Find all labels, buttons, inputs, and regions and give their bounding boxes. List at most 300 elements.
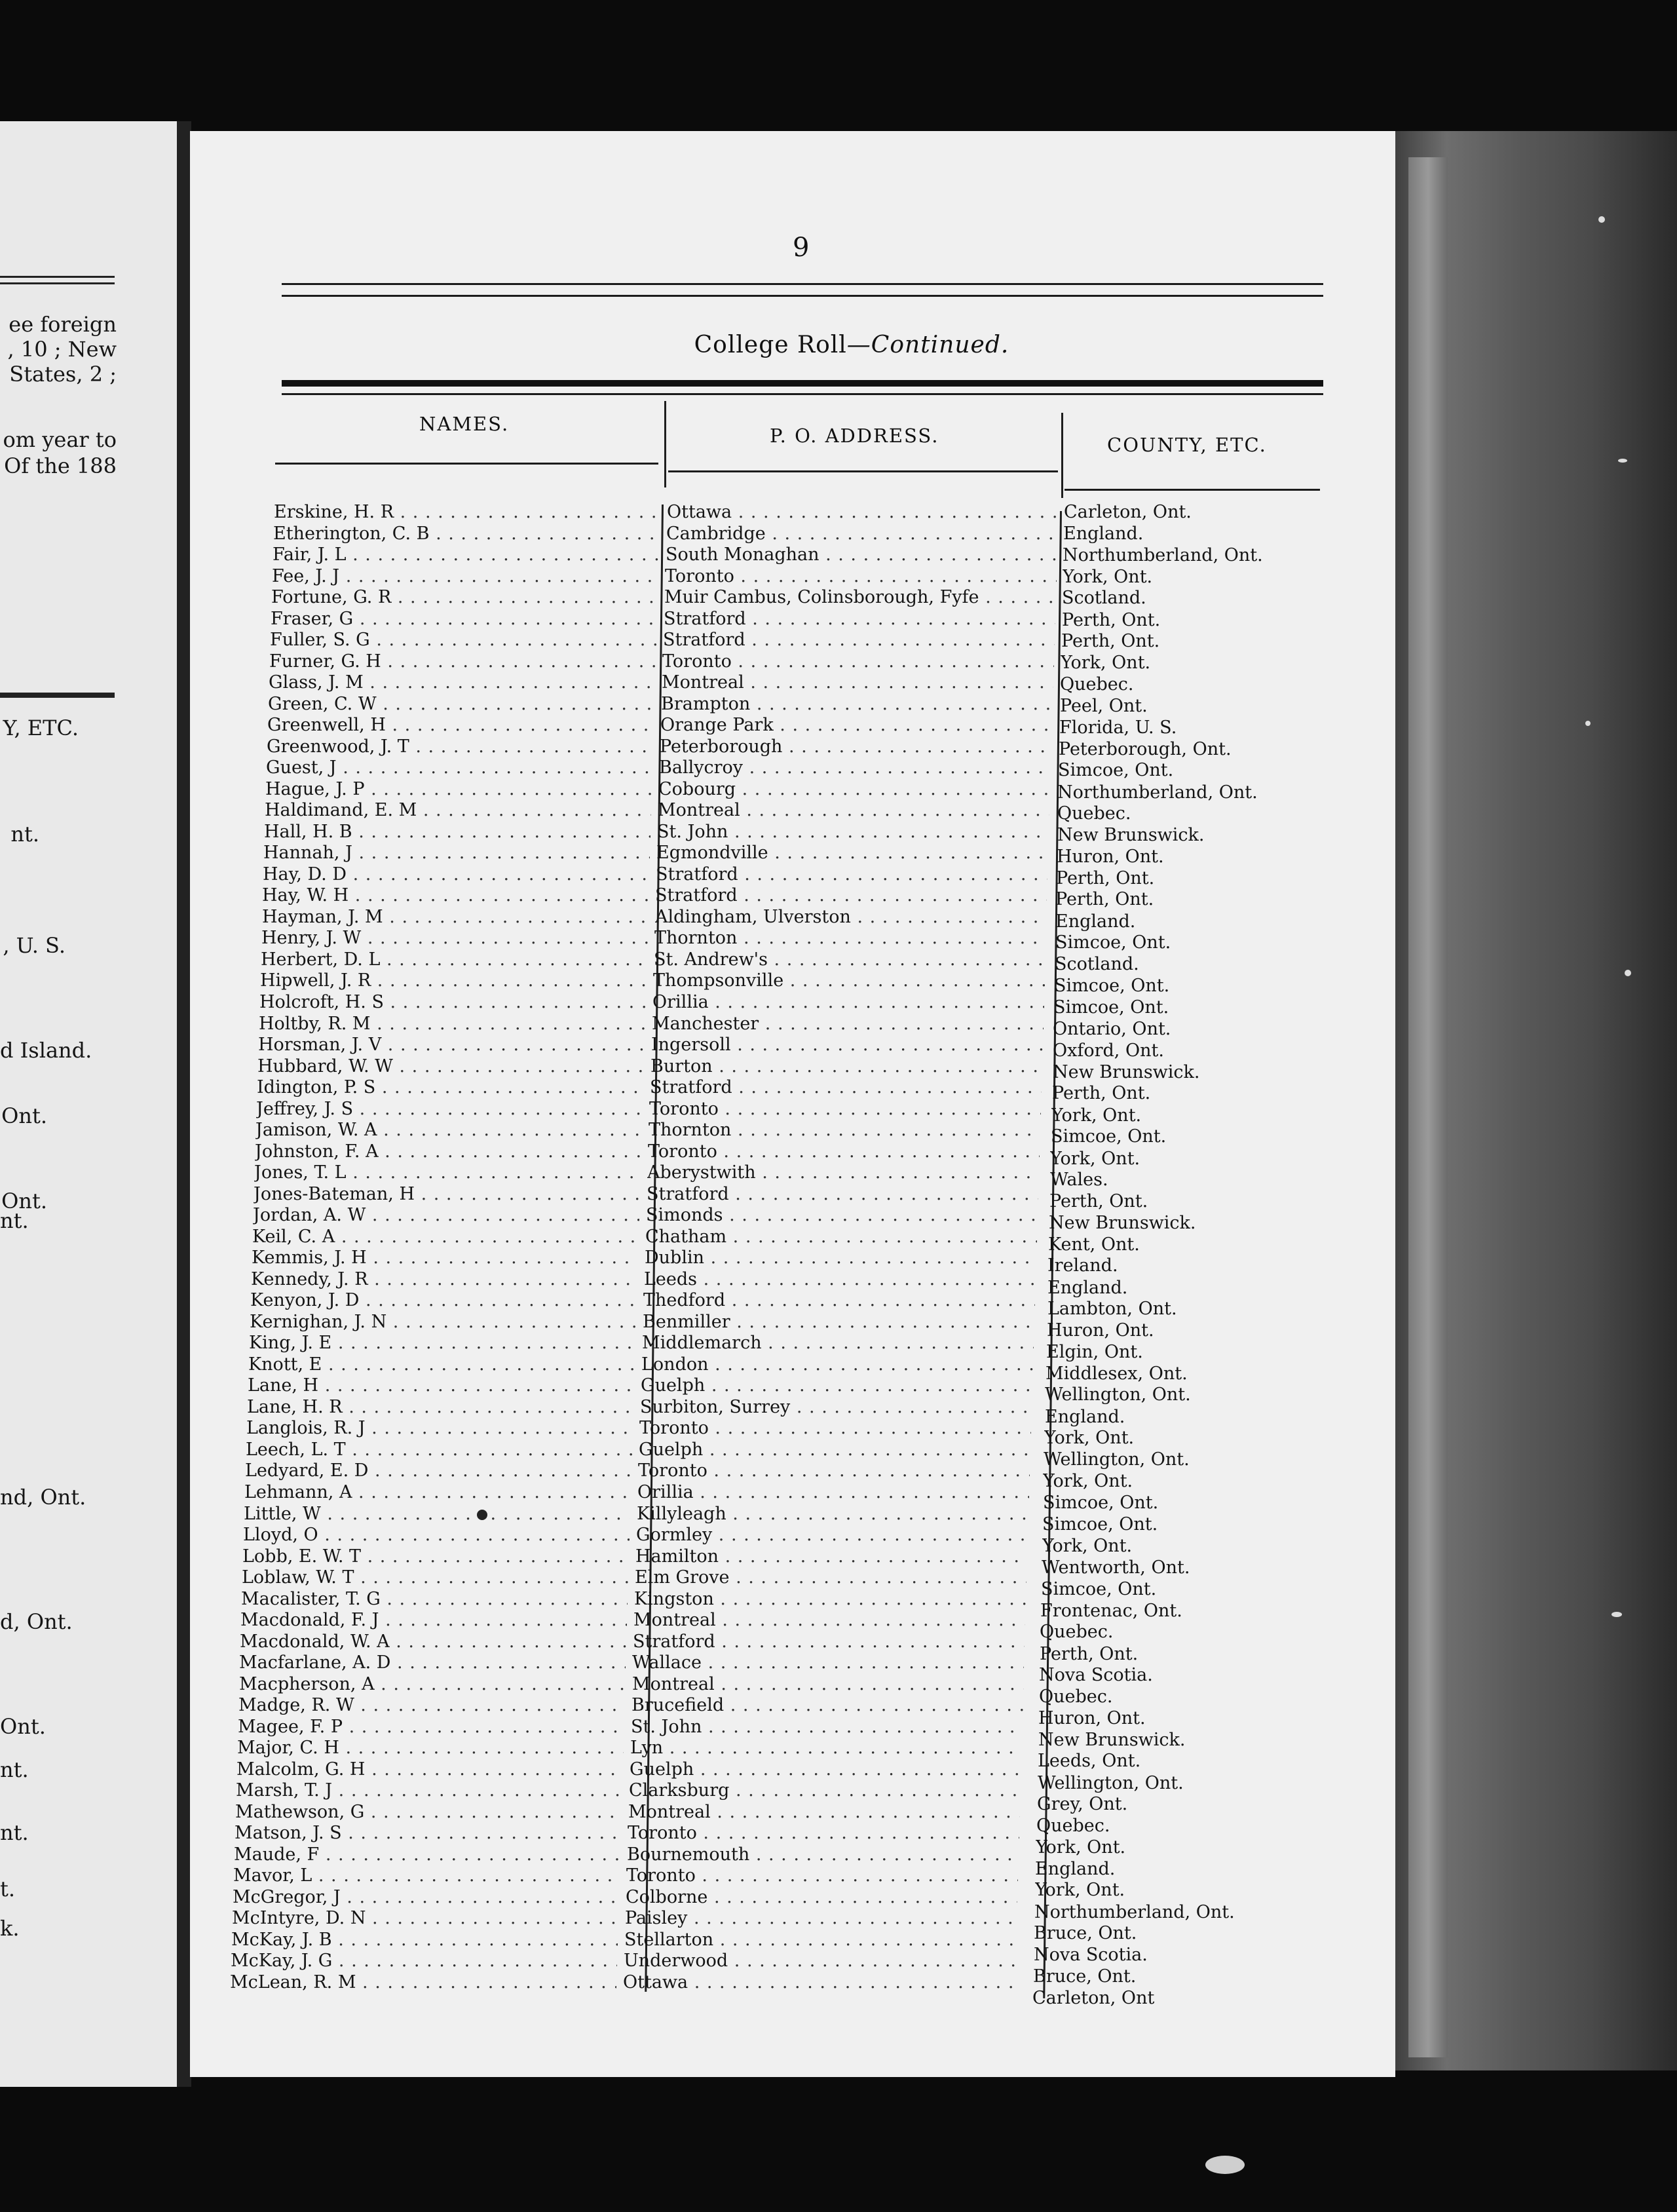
row-name: Mathewson, G . . . — [235, 1802, 622, 1823]
row-address: Toronto . . . — [628, 1823, 1019, 1844]
row-name: Lane, H. R . . . — [247, 1397, 633, 1418]
row-name: Kemmis, J. H . . . — [252, 1248, 638, 1268]
row-county: Quebec. — [1036, 1816, 1110, 1836]
row-county: Simcoe, Ont. — [1058, 760, 1174, 780]
row-name: Macdonald, W. A . . . — [240, 1631, 626, 1652]
row-county: England. — [1045, 1407, 1125, 1427]
row-address: Surbiton, Surrey . . . — [640, 1397, 1032, 1418]
row-name: Matson, J. S . . . — [235, 1823, 621, 1844]
roll-title — [459, 332, 1245, 358]
table-row — [0, 885, 1677, 909]
row-county: Simcoe, Ont. — [1053, 997, 1169, 1018]
row-address: Toronto . . . — [648, 1141, 1040, 1162]
row-name: Kenyon, J. D . . . — [250, 1290, 637, 1311]
table-row — [0, 1375, 1677, 1405]
left-page-line: Of the 188 — [4, 453, 117, 478]
row-county: Simcoe, Ont. — [1043, 1493, 1159, 1513]
row-county: Nova Scotia. — [1039, 1665, 1153, 1685]
row-name: Kennedy, J. R . . . — [251, 1269, 637, 1290]
row-county: Quebec. — [1039, 1687, 1113, 1707]
row-address: Lyn . . . — [630, 1738, 1022, 1759]
dust-speck — [1205, 2156, 1245, 2174]
row-county: Scotland. — [1062, 588, 1146, 608]
table-row — [0, 1312, 1677, 1341]
row-name: Herbert, D. L . . . — [261, 949, 647, 970]
column-separator — [664, 401, 666, 487]
row-address: Muir Cambus, Colinsborough, Fyfe . . . — [664, 587, 1056, 608]
table-row — [0, 524, 1677, 544]
row-address: Burton . . . — [650, 1056, 1042, 1077]
row-name: Jeffrey, J. S . . . — [256, 1099, 643, 1120]
row-name: Hall, H. B . . . — [264, 822, 650, 843]
table-row — [0, 779, 1677, 803]
row-address: Elm Grove . . . — [635, 1567, 1027, 1588]
row-county: Simcoe, Ont. — [1042, 1514, 1158, 1535]
row-address: Stratford . . . — [663, 630, 1055, 651]
row-county: Frontenac, Ont. — [1040, 1601, 1182, 1621]
column-head-address: P. O. ADDRESS. — [770, 425, 939, 447]
left-page-fragment: d Island. — [0, 1038, 92, 1063]
row-county: Quebec. — [1040, 1622, 1114, 1642]
row-name: Hague, J. P . . . — [265, 779, 652, 800]
row-address: Bournemouth . . . — [627, 1844, 1019, 1865]
row-name: Loblaw, W. T . . . — [242, 1567, 628, 1588]
left-page-fragment: nt. — [0, 1757, 29, 1782]
table-row — [0, 928, 1677, 953]
table-row — [0, 800, 1677, 824]
row-address: Ottawa . . . — [667, 502, 1059, 523]
table-row — [0, 864, 1677, 888]
row-name: Greenwood, J. T . . . — [267, 736, 653, 757]
row-county: Middlesex, Ont. — [1046, 1363, 1188, 1384]
row-address: Stellarton . . . — [624, 1930, 1016, 1951]
table-row — [0, 822, 1677, 843]
row-name: Malcolm, G. H . . . — [236, 1759, 623, 1780]
table-row — [0, 1141, 1677, 1169]
left-page-line: om year to — [3, 427, 117, 452]
row-address: Orillia . . . — [637, 1482, 1029, 1503]
row-name: Fraser, G . . . — [271, 609, 657, 630]
row-name: Mavor, L . . . — [233, 1865, 620, 1886]
dust-speck — [1611, 1612, 1622, 1617]
row-county: York, Ont. — [1035, 1880, 1125, 1900]
row-address: Toronto . . . — [639, 1418, 1031, 1439]
table-row — [0, 1333, 1677, 1362]
table-row — [0, 843, 1677, 867]
row-county: New Brunswick. — [1053, 1062, 1200, 1082]
row-county: York, Ont. — [1043, 1471, 1133, 1491]
row-county: Lambton, Ont. — [1047, 1299, 1177, 1319]
row-county: New Brunswick. — [1057, 825, 1205, 845]
row-name: Erskine, H. R . . . — [274, 502, 660, 523]
row-address: Montreal . . . — [633, 1610, 1025, 1631]
row-name: Hannah, J . . . — [263, 843, 650, 864]
row-name: Marsh, T. J . . . — [236, 1780, 622, 1801]
row-county: England. — [1035, 1859, 1116, 1879]
row-name: Horsman, J. V . . . — [258, 1035, 645, 1056]
row-name: Macalister, T. G . . . — [241, 1589, 628, 1610]
row-county: Northumberland, Ont. — [1063, 545, 1263, 565]
table-row — [0, 949, 1677, 974]
row-address: Brampton . . . — [661, 694, 1053, 715]
table-row — [0, 609, 1677, 630]
row-county: York, Ont. — [1042, 1536, 1133, 1556]
row-county: Leeds, Ont. — [1038, 1751, 1141, 1771]
left-page-fragment: nt. — [0, 1208, 29, 1233]
row-name: Kernighan, J. N . . . — [250, 1312, 636, 1333]
row-county: New Brunswick. — [1038, 1730, 1186, 1750]
row-address: Aldingham, Ulverston . . . — [655, 907, 1047, 928]
row-name: King, J. E . . . — [249, 1333, 635, 1354]
row-address: Ingersoll . . . — [651, 1035, 1043, 1056]
table-row — [0, 630, 1677, 651]
row-name: Maude, F . . . — [234, 1844, 620, 1865]
row-county: England. — [1047, 1278, 1128, 1298]
title-rule — [282, 380, 1323, 387]
row-name: McIntyre, D. N . . . — [232, 1908, 618, 1929]
row-address: Benmiller . . . — [643, 1312, 1034, 1333]
row-name: Keil, C. A . . . — [252, 1227, 639, 1248]
row-address: Clarksburg . . . — [629, 1780, 1021, 1801]
table-row — [0, 1482, 1677, 1513]
header-rule — [282, 283, 1323, 285]
row-name: Haldimand, E. M . . . — [265, 800, 651, 821]
table-row — [0, 1290, 1677, 1319]
column-head-rule — [275, 463, 658, 465]
row-county: Wellington, Ont. — [1044, 1449, 1190, 1470]
row-name: Greenwell, H . . . — [267, 715, 654, 736]
left-page-fragment: nt. — [0, 1820, 29, 1845]
column-head-names: NAMES. — [419, 413, 510, 435]
row-address: Hamilton . . . — [635, 1546, 1027, 1567]
row-address: Toronto . . . — [662, 651, 1054, 672]
table-row — [0, 1972, 1677, 2008]
dust-speck — [1598, 216, 1605, 223]
row-address: Kingston . . . — [634, 1589, 1026, 1610]
row-address: Stratford . . . — [656, 864, 1047, 885]
table-row — [0, 970, 1677, 996]
row-name: Macfarlane, A. D . . . — [239, 1652, 626, 1673]
table-row — [0, 587, 1677, 608]
row-name: Guest, J . . . — [266, 757, 652, 778]
row-name: Johnston, F. A . . . — [255, 1141, 641, 1162]
row-address: Peterborough . . . — [660, 736, 1051, 757]
row-address: St. John . . . — [657, 822, 1049, 843]
row-name: Lobb, E. W. T . . . — [242, 1546, 629, 1567]
table-row — [0, 544, 1677, 565]
row-name: Lehmann, A . . . — [244, 1482, 631, 1503]
row-address: Cobourg . . . — [658, 779, 1050, 800]
left-page-fragment: , U. S. — [3, 933, 66, 958]
row-address: Aberystwith . . . — [647, 1162, 1039, 1183]
table-row — [0, 1205, 1677, 1233]
row-address: Montreal . . . — [628, 1802, 1020, 1823]
row-address: Egmondville . . . — [656, 843, 1048, 864]
row-county: Wales. — [1050, 1170, 1108, 1190]
row-address: Cambridge . . . — [666, 524, 1058, 544]
row-address: St. John . . . — [631, 1717, 1023, 1738]
table-row — [0, 694, 1677, 715]
row-name: Jones-Bateman, H . . . — [254, 1184, 640, 1205]
header-rule — [282, 295, 1323, 297]
table-row — [0, 992, 1677, 1018]
row-county: England. — [1063, 524, 1144, 544]
row-address: Chatham . . . — [645, 1227, 1037, 1248]
row-address: London . . . — [641, 1354, 1033, 1375]
row-address: Guelph . . . — [630, 1759, 1021, 1780]
row-county: Carleton, Ont. — [1064, 502, 1192, 522]
row-county: York, Ont. — [1051, 1105, 1142, 1126]
table-row — [0, 1397, 1677, 1427]
dust-speck — [1618, 459, 1627, 463]
row-county: Carleton, Ont — [1032, 1988, 1155, 2008]
table-row — [0, 715, 1677, 736]
table-row — [0, 1014, 1677, 1039]
row-name: Hipwell, J. R . . . — [260, 970, 647, 991]
column-head-rule — [1065, 489, 1320, 491]
row-county: Huron, Ont. — [1038, 1708, 1146, 1728]
row-name: Holcroft, H. S . . . — [259, 992, 646, 1013]
row-address: Montreal . . . — [632, 1674, 1024, 1695]
row-name: Fortune, G. R . . . — [271, 587, 658, 608]
row-county: Simcoe, Ont. — [1051, 1126, 1167, 1147]
row-address: Montreal . . . — [658, 800, 1049, 821]
table-row — [0, 1227, 1677, 1255]
row-address: Thompsonville . . . — [653, 970, 1045, 991]
row-county: Northumberland, Ont. — [1034, 1902, 1235, 1922]
row-county: York, Ont. — [1050, 1149, 1140, 1169]
row-county: Perth, Ont. — [1049, 1191, 1148, 1211]
row-name: Hay, W. H . . . — [262, 885, 649, 906]
row-name: Fair, J. L . . . — [273, 544, 659, 565]
row-county: Kent, Ont. — [1048, 1234, 1140, 1255]
row-address: Wallace . . . — [632, 1652, 1024, 1673]
left-page-fragment: k. — [0, 1916, 20, 1941]
row-address: Ottawa . . . — [623, 1972, 1015, 1993]
row-name: Little, W . . . — [244, 1504, 630, 1525]
row-name: Idington, P. S . . . — [257, 1077, 643, 1098]
row-address: Toronto . . . — [649, 1099, 1041, 1120]
row-address: Stratford . . . — [633, 1631, 1025, 1652]
row-address: Stratford . . . — [664, 609, 1055, 630]
row-county: Perth, Ont. — [1052, 1083, 1151, 1103]
row-name: Furner, G. H . . . — [269, 651, 656, 672]
row-county: York, Ont. — [1063, 567, 1153, 587]
table-row — [0, 1460, 1677, 1491]
row-address: St. Andrew's . . . — [654, 949, 1046, 970]
row-county: Quebec. — [1060, 674, 1134, 695]
table-row — [0, 566, 1677, 587]
row-county: Florida, U. S. — [1059, 717, 1177, 738]
row-county: Oxford, Ont. — [1053, 1040, 1164, 1061]
row-county: York, Ont. — [1036, 1837, 1126, 1858]
table-row — [0, 502, 1677, 523]
row-county: Peterborough, Ont. — [1059, 739, 1232, 759]
row-county: Grey, Ont. — [1037, 1794, 1128, 1814]
table-row — [0, 1354, 1677, 1384]
row-name: Hubbard, W. W . . . — [257, 1056, 644, 1077]
row-name: Ledyard, E. D . . . — [245, 1460, 631, 1481]
row-address: Paisley . . . — [625, 1908, 1017, 1929]
dust-speck — [1585, 721, 1591, 726]
row-county: Perth, Ont. — [1056, 868, 1155, 888]
row-address: Middlemarch . . . — [642, 1333, 1034, 1354]
table-row — [0, 1269, 1677, 1298]
table-row — [0, 1035, 1677, 1061]
row-county: Northumberland, Ont. — [1057, 782, 1258, 803]
row-name: Glass, J. M . . . — [269, 672, 655, 693]
dust-speck — [1625, 970, 1631, 976]
row-address: Dublin . . . — [645, 1248, 1036, 1268]
left-page-fragment: t. — [0, 1877, 16, 1901]
table-row — [0, 1184, 1677, 1211]
row-county: Wellington, Ont. — [1045, 1384, 1191, 1405]
table-row — [0, 651, 1677, 672]
row-address: Colborne . . . — [626, 1887, 1017, 1908]
left-page-fragment: Ont. — [1, 1189, 47, 1213]
row-county: Quebec. — [1057, 803, 1131, 824]
table-row — [0, 1099, 1677, 1126]
row-county: Huron, Ont. — [1057, 847, 1164, 867]
row-address: Underwood . . . — [624, 1951, 1015, 1972]
left-page-line: , 10 ; New — [7, 337, 117, 362]
row-address: Toronto . . . — [626, 1865, 1018, 1886]
left-page-line: ee foreign — [9, 312, 117, 337]
row-name: Hayman, J. M . . . — [262, 907, 649, 928]
row-name: McKay, J. G . . . — [231, 1951, 617, 1972]
row-county: Peel, Ont. — [1060, 696, 1148, 716]
row-county: Huron, Ont. — [1047, 1320, 1154, 1341]
row-county: New Brunswick. — [1049, 1213, 1196, 1233]
left-page-rule — [0, 276, 115, 278]
column-separator — [1061, 413, 1063, 498]
roll-title-continued: —Continued. — [846, 332, 1009, 358]
row-address: Toronto . . . — [638, 1460, 1030, 1481]
row-county: Wellington, Ont. — [1038, 1773, 1184, 1793]
row-name: Lane, H . . . — [248, 1375, 634, 1396]
row-name: Macdonald, F. J . . . — [240, 1610, 627, 1631]
row-address: Guelph . . . — [639, 1440, 1030, 1460]
row-address: Ballycroy . . . — [659, 757, 1051, 778]
left-page-line: States, 2 ; — [9, 362, 117, 387]
row-address: Stratford . . . — [655, 885, 1047, 906]
row-address: Orillia . . . — [652, 992, 1044, 1013]
left-page-fragment: d, Ont. — [0, 1609, 73, 1634]
table-row — [0, 1077, 1677, 1103]
row-address: South Monaghan . . . — [666, 544, 1057, 565]
row-address: Leeds . . . — [644, 1269, 1036, 1290]
row-county: England. — [1055, 911, 1136, 932]
column-head-county: COUNTY, ETC. — [1107, 434, 1267, 456]
row-county: Perth, Ont. — [1040, 1644, 1139, 1664]
row-county: Perth, Ont. — [1055, 889, 1154, 909]
row-county: Ontario, Ont. — [1053, 1019, 1171, 1039]
row-county: Elgin, Ont. — [1046, 1342, 1143, 1362]
row-name: Holtby, R. M . . . — [259, 1014, 645, 1035]
row-name: McLean, R. M . . . — [230, 1972, 616, 1993]
row-address: Manchester . . . — [652, 1014, 1044, 1035]
left-page-column-head: Y, ETC. — [3, 715, 79, 740]
table-row — [0, 1162, 1677, 1190]
table-row — [0, 1056, 1677, 1082]
row-county: Bruce, Ont. — [1033, 1966, 1137, 1987]
row-name: Major, C. H . . . — [237, 1738, 624, 1759]
row-name: Jordan, A. W . . . — [253, 1205, 639, 1226]
row-county: Simcoe, Ont. — [1055, 932, 1171, 953]
row-county: Simcoe, Ont. — [1054, 976, 1170, 996]
row-name: Green, C. W . . . — [268, 694, 654, 715]
row-county: Bruce, Ont. — [1034, 1923, 1137, 1943]
row-address: Brucefield . . . — [631, 1695, 1023, 1716]
row-address: Thedford . . . — [643, 1290, 1035, 1311]
row-address: Stratford . . . — [647, 1184, 1038, 1205]
left-page-fragment: nt. — [10, 822, 39, 847]
row-county: Scotland. — [1055, 954, 1139, 974]
row-name: Madge, R. W . . . — [238, 1695, 625, 1716]
row-name: Fee, J. J . . . — [272, 566, 658, 587]
table-row — [0, 1440, 1677, 1470]
table-row — [0, 1120, 1677, 1147]
title-rule — [282, 393, 1323, 395]
row-county: Perth, Ont. — [1062, 610, 1161, 630]
table-row — [0, 907, 1677, 932]
table-row — [0, 1248, 1677, 1276]
row-address: Guelph . . . — [641, 1375, 1032, 1396]
row-name: Etherington, C. B . . . — [273, 524, 660, 544]
row-name: Henry, J. W . . . — [261, 928, 648, 949]
row-name: Hay, D. D . . . — [263, 864, 649, 885]
row-address: Toronto . . . — [665, 566, 1057, 587]
table-row — [0, 757, 1677, 778]
row-name: Langlois, R. J . . . — [246, 1418, 633, 1439]
row-name: Leech, L. T . . . — [246, 1440, 632, 1460]
row-name: Fuller, S. G . . . — [270, 630, 656, 651]
left-page-fragment: Ont. — [1, 1103, 47, 1128]
ink-blot — [477, 1510, 487, 1520]
row-county: York, Ont. — [1044, 1428, 1135, 1448]
row-address: Thornton . . . — [654, 928, 1046, 949]
row-name: Magee, F. P . . . — [238, 1717, 624, 1738]
row-address: Killyleagh . . . — [637, 1504, 1028, 1525]
left-page-rule — [0, 282, 115, 284]
row-name: Lloyd, O . . . — [243, 1525, 630, 1546]
row-name: Macpherson, A . . . — [239, 1674, 626, 1695]
row-name: McGregor, J . . . — [233, 1887, 619, 1908]
row-county: Ireland. — [1047, 1255, 1118, 1276]
row-name: Knott, E . . . — [248, 1354, 635, 1375]
row-address: Montreal . . . — [662, 672, 1053, 693]
roll-title-main: College Roll — [694, 332, 847, 358]
row-address: Thornton . . . — [649, 1120, 1040, 1141]
table-row — [0, 1525, 1677, 1556]
row-address: Orange Park . . . — [660, 715, 1052, 736]
column-head-rule — [668, 470, 1058, 472]
row-name: McKay, J. B . . . — [231, 1930, 618, 1951]
table-row — [0, 736, 1677, 757]
left-page-fragment: Ont. — [0, 1714, 46, 1739]
table-row — [0, 672, 1677, 693]
page-number: 9 — [793, 233, 810, 263]
table-row — [0, 1418, 1677, 1448]
row-county: Wentworth, Ont. — [1042, 1557, 1190, 1578]
row-county: Nova Scotia. — [1034, 1945, 1148, 1965]
row-address: Stratford . . . — [650, 1077, 1042, 1098]
row-address: Simonds . . . — [646, 1205, 1038, 1226]
row-name: Jamison, W. A . . . — [255, 1120, 642, 1141]
left-page-fragment: nd, Ont. — [0, 1485, 86, 1510]
row-county: Perth, Ont. — [1061, 631, 1160, 651]
row-name: Jones, T. L . . . — [254, 1162, 641, 1183]
